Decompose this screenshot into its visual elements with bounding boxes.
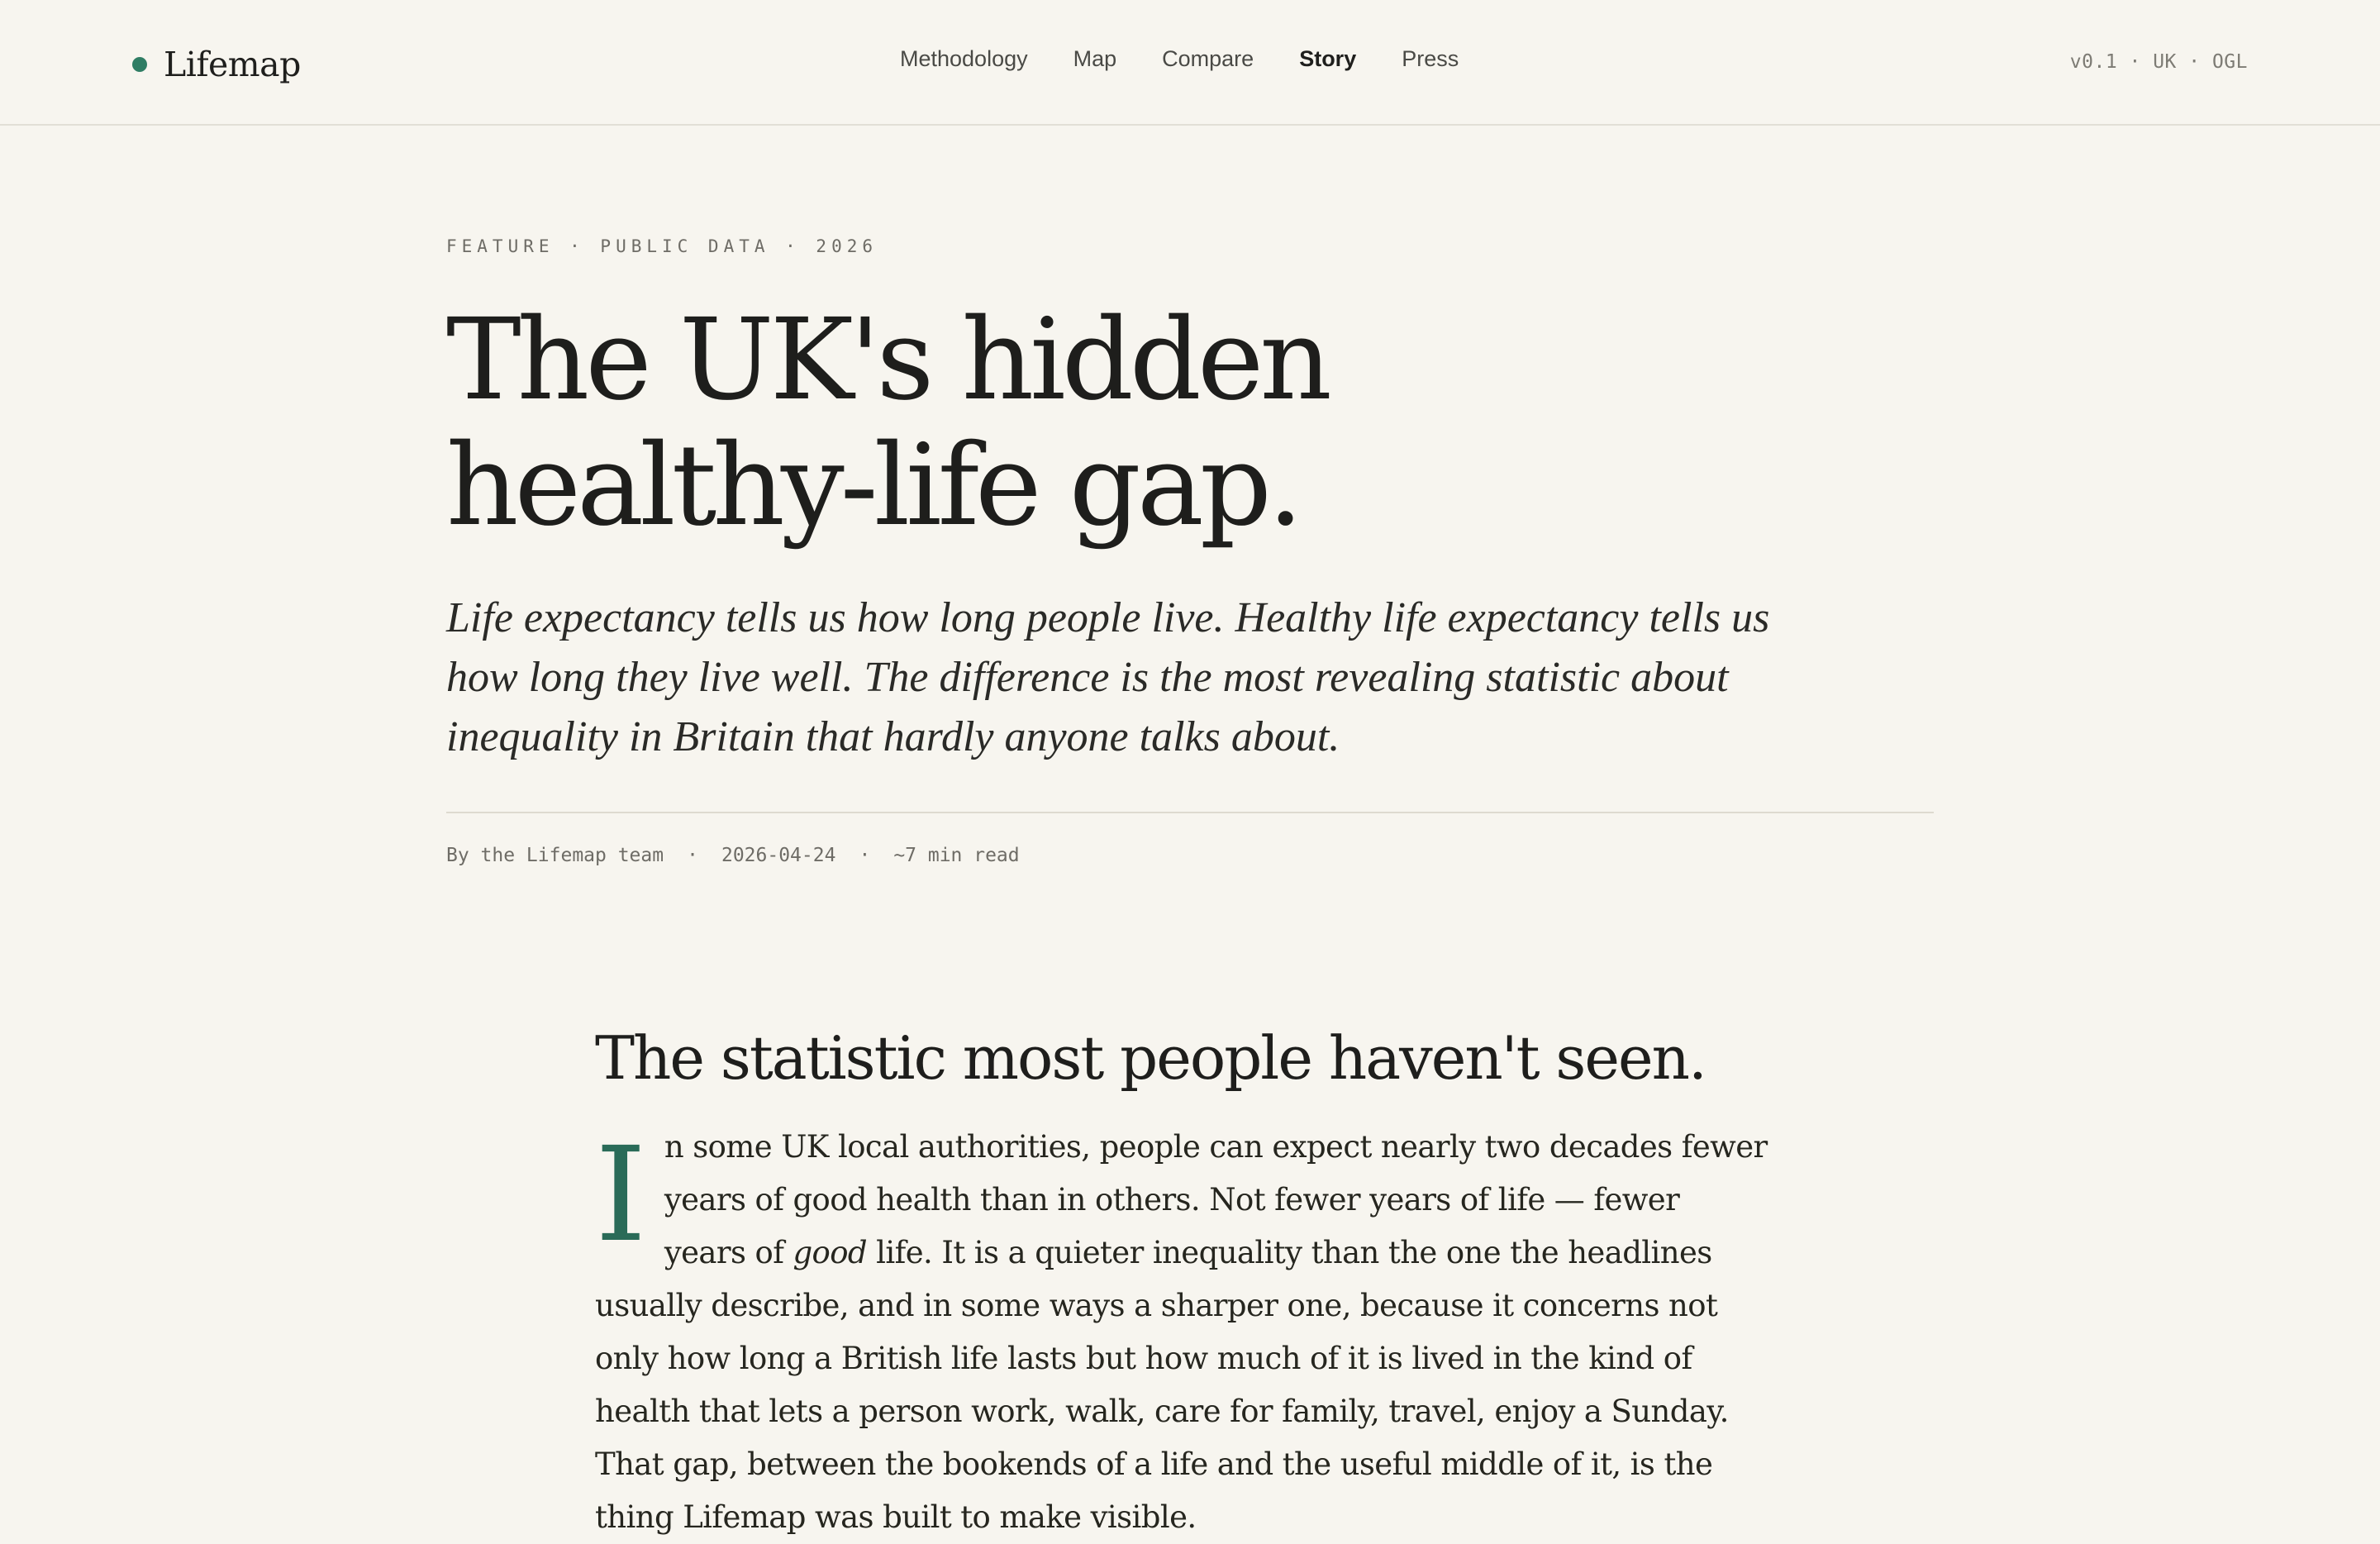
nav-compare[interactable]: Compare bbox=[1162, 46, 1254, 71]
byline-read-time: ~7 min read bbox=[893, 845, 1020, 866]
nav-map[interactable]: Map bbox=[1073, 46, 1117, 71]
article-paragraph bbox=[595, 1121, 1768, 1544]
drop-cap: I bbox=[595, 1119, 646, 1271]
paragraph-text-2: life. It is a quieter inequality than the one the headlines usually describe, and in some ways a sharper one, because it concerns not only how long a British life lasts but how much of it is lived in the kind of health that lets a person work, walk, care for family, travel, enjoy a Sunday. That gap, between the bookends of a life and the useful middle of it, is the thing Lifemap was built to make visible. bbox=[595, 1235, 1729, 1535]
version-label: v0.1 · UK · OGL bbox=[2069, 51, 2248, 73]
nav-press[interactable]: Press bbox=[1402, 46, 1459, 71]
nav-story[interactable]: Story bbox=[1299, 46, 1357, 71]
article-kicker: FEATURE · PUBLIC DATA · 2026 bbox=[446, 236, 878, 256]
byline-separator: · bbox=[687, 845, 698, 866]
byline-author: By the Lifemap team bbox=[446, 845, 664, 866]
top-navigation-bar bbox=[0, 0, 2380, 126]
section-heading: The statistic most people haven't seen. bbox=[595, 1023, 1706, 1093]
headline-line-1: The UK's hidden bbox=[446, 295, 1328, 426]
brand-logo-link[interactable] bbox=[132, 40, 301, 89]
brand-dot-icon bbox=[132, 57, 147, 72]
main-nav bbox=[900, 46, 1459, 72]
paragraph-emphasis: good bbox=[793, 1235, 867, 1270]
paragraph-text-1: n some UK local authorities, people can expect nearly two decades fewer years of good health than in others. Not fewer years of life — fewer years of bbox=[664, 1129, 1768, 1270]
brand-name: Lifemap bbox=[164, 45, 301, 84]
nav-methodology[interactable]: Methodology bbox=[900, 46, 1028, 71]
article-headline bbox=[446, 295, 1521, 551]
article-lede: Life expectancy tells us how long people live. Healthy life expectancy tells us how long they live well. The difference is the most revealing statistic about inequality in Britain that hardly anyone talks about. bbox=[446, 594, 1770, 760]
divider bbox=[446, 812, 1934, 813]
headline-line-2: healthy-life gap. bbox=[446, 421, 1300, 551]
byline-date: 2026-04-24 bbox=[721, 845, 836, 866]
byline-separator: · bbox=[859, 845, 871, 866]
article-byline bbox=[446, 845, 1020, 866]
